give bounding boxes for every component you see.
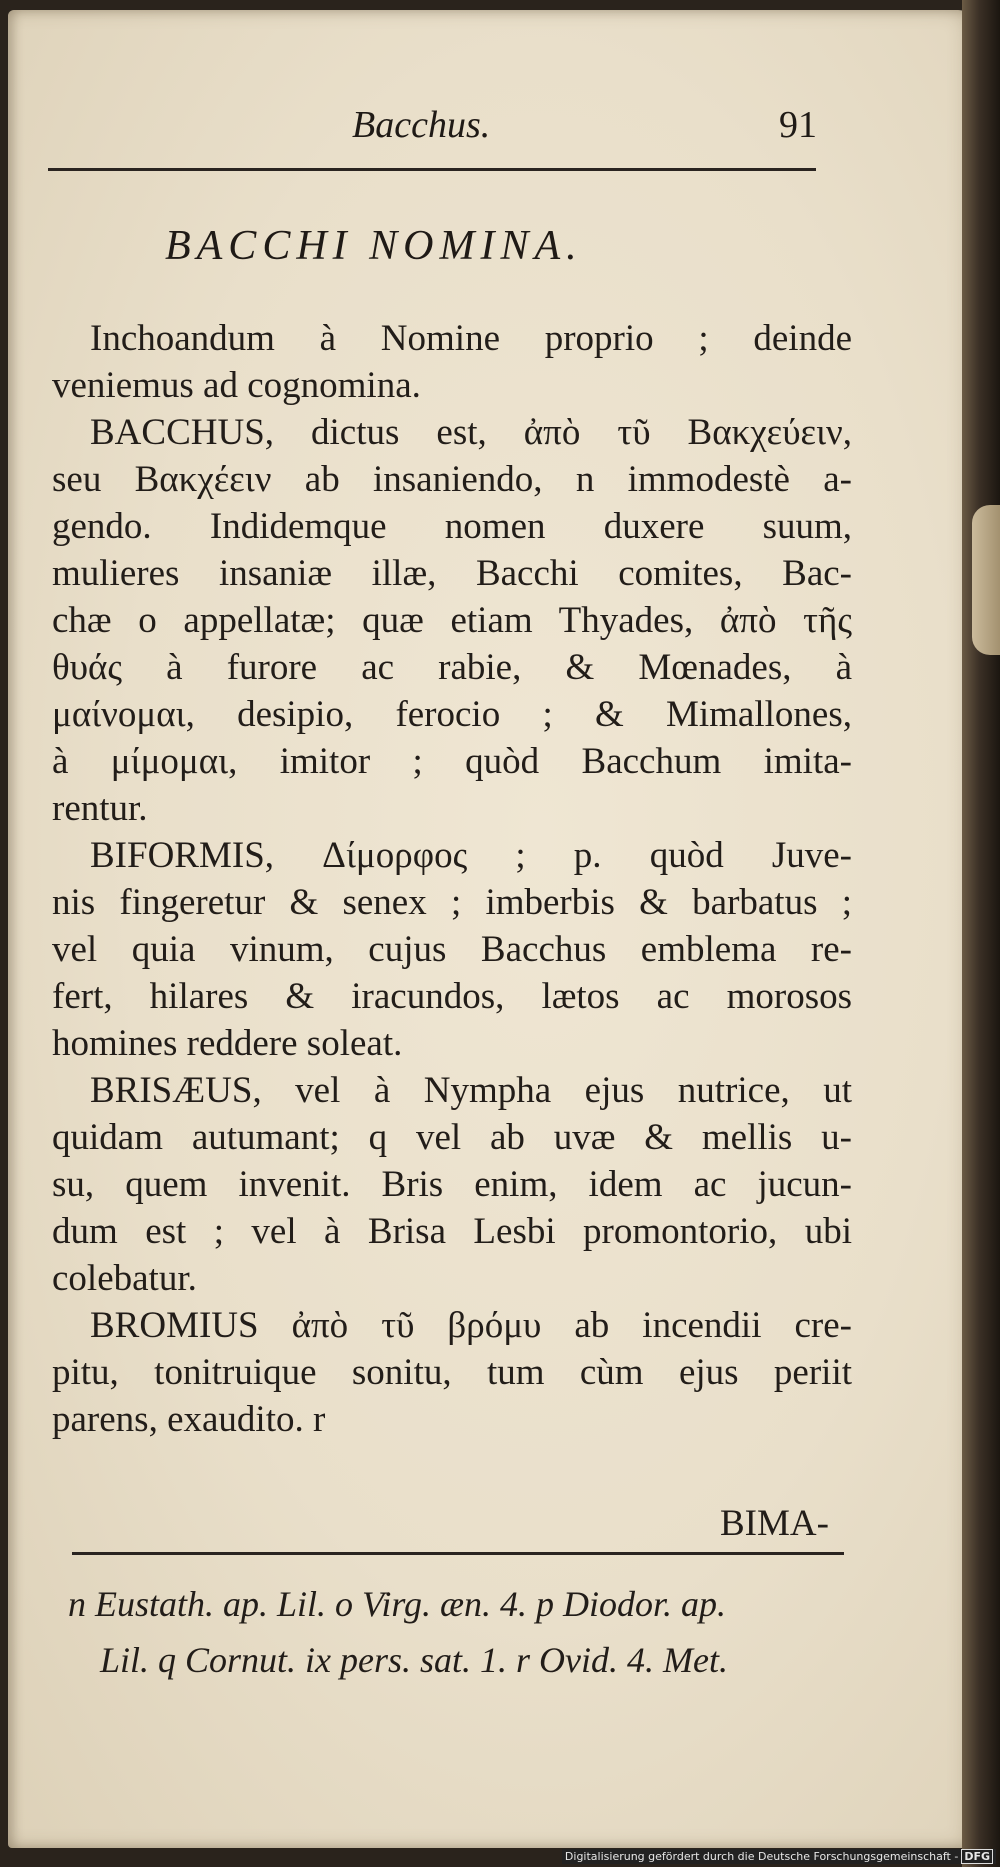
header-rule: [48, 168, 816, 171]
footnote-line: n Eustath. ap. Lil. o Virg. æn. 4. p Diodor. ap.: [68, 1584, 727, 1624]
body-line: gendo. Indidemque nomen duxere suum,: [52, 506, 852, 547]
body-line: veniemus ad cognomina.: [52, 365, 421, 406]
body-line: nis fingeretur & senex ; imberbis & barbatus ;: [52, 882, 852, 923]
page-tab: [972, 505, 1000, 655]
page-header: [52, 103, 817, 153]
body-line: BIFORMIS, Δίμορφος ; p. quòd Juve-: [90, 835, 852, 876]
body-line: BROMIUS ἀπὸ τῦ βρόμυ ab incendii cre-: [90, 1305, 852, 1346]
credit-text: Digitalisierung gefördert durch die Deutsche Forschungsgemeinschaft -: [564, 1850, 959, 1863]
body-line: θυάς à furore ac rabie, & Mœnades, à: [52, 647, 852, 688]
footnote-rule: [72, 1552, 844, 1555]
body-line: BRISÆUS, vel à Nympha ejus nutrice, ut: [90, 1070, 852, 1111]
body-line: μαίνομαι, desipio, ferocio ; & Mimallones,: [52, 694, 852, 735]
body-line: homines reddere soleat.: [52, 1023, 403, 1064]
dfg-logo: DFG: [961, 1849, 993, 1864]
body-line: rentur.: [52, 788, 148, 829]
running-title: Bacchus.: [352, 104, 491, 146]
body-text: [52, 315, 852, 1443]
body-line: à μίμομαι, imitor ; quòd Bacchum imita-: [52, 741, 852, 782]
body-line: BACCHUS, dictus est, ἀπὸ τῦ Βακχεύειν,: [90, 412, 852, 453]
footnotes: [68, 1576, 858, 1688]
body-line: colebatur.: [52, 1258, 197, 1299]
body-line: parens, exaudito. r: [52, 1399, 326, 1440]
catchword: BIMA-: [720, 1503, 829, 1544]
body-line: fert, hilares & iracundos, lætos ac morosos: [52, 976, 852, 1017]
body-line: chæ o appellatæ; quæ etiam Thyades, ἀπὸ τῆς: [52, 600, 852, 641]
page-number: 91: [779, 104, 817, 146]
body-line: quidam autumant; q vel ab uvæ & mellis u-: [52, 1117, 852, 1158]
body-line: su, quem invenit. Bris enim, idem ac jucun-: [52, 1164, 852, 1205]
body-line: Inchoandum à Nomine proprio ; deinde: [90, 318, 852, 359]
body-line: seu Βακχέειν ab insaniendo, n immodestè a-: [52, 459, 852, 500]
section-title: BACCHI NOMINA.: [165, 223, 583, 269]
body-line: vel quia vinum, cujus Bacchus emblema re-: [52, 929, 852, 970]
digitization-credit: [562, 1849, 996, 1864]
body-line: dum est ; vel à Brisa Lesbi promontorio, ubi: [52, 1211, 852, 1252]
footnote-line: Lil. q Cornut. ix pers. sat. 1. r Ovid. 4. Met.: [100, 1640, 728, 1680]
body-line: mulieres insaniæ illæ, Bacchi comites, Bac-: [52, 553, 852, 594]
book-edge: [962, 0, 1000, 1867]
body-line: pitu, tonitruique sonitu, tum cùm ejus periit: [52, 1352, 852, 1393]
